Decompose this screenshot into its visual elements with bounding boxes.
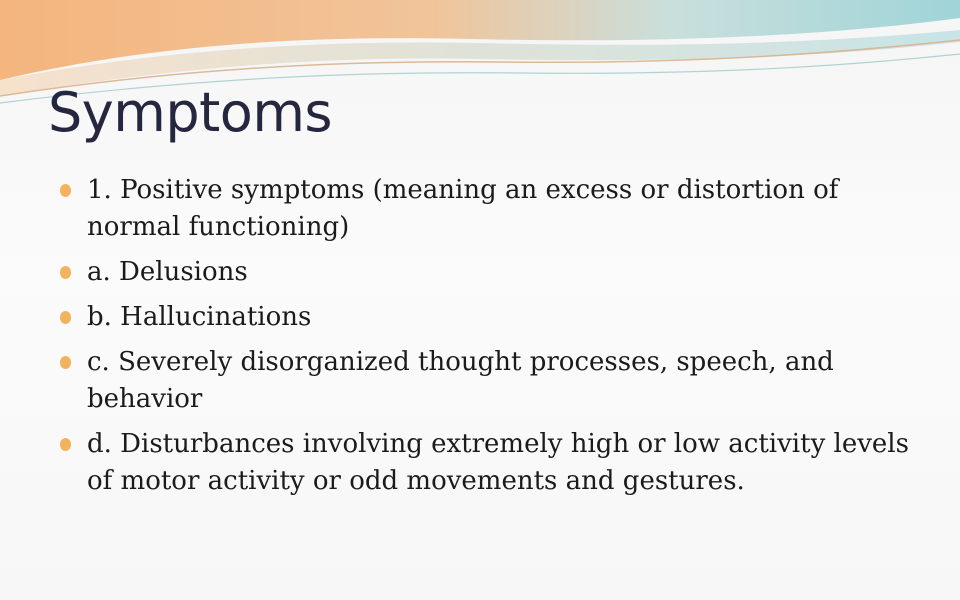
- bullet-item-motor-disturbances: [60, 426, 920, 500]
- bullet-dot-icon: [60, 356, 71, 369]
- bullet-item-hallucinations: [60, 299, 920, 336]
- bullet-item-delusions: [60, 254, 920, 291]
- bullet-text: c. Severely disorganized thought processes, speech, and behavior: [87, 347, 834, 414]
- bullet-item-positive-symptoms: [60, 172, 920, 246]
- bullet-text: a. Delusions: [87, 257, 248, 287]
- bullet-dot-icon: [60, 438, 71, 451]
- bullet-text: 1. Positive symptoms (meaning an excess or distortion of normal functioning): [87, 175, 839, 242]
- bullet-dot-icon: [60, 266, 71, 279]
- slide-title: Symptoms: [48, 81, 333, 144]
- bullet-item-disorganized-thought: [60, 344, 920, 418]
- bullet-dot-icon: [60, 184, 71, 197]
- bullet-text: b. Hallucinations: [87, 302, 312, 332]
- bullet-list: [60, 172, 920, 508]
- bullet-text: d. Disturbances involving extremely high or low activity levels of motor activity or odd movements and gestures.: [87, 429, 909, 496]
- bullet-dot-icon: [60, 311, 71, 324]
